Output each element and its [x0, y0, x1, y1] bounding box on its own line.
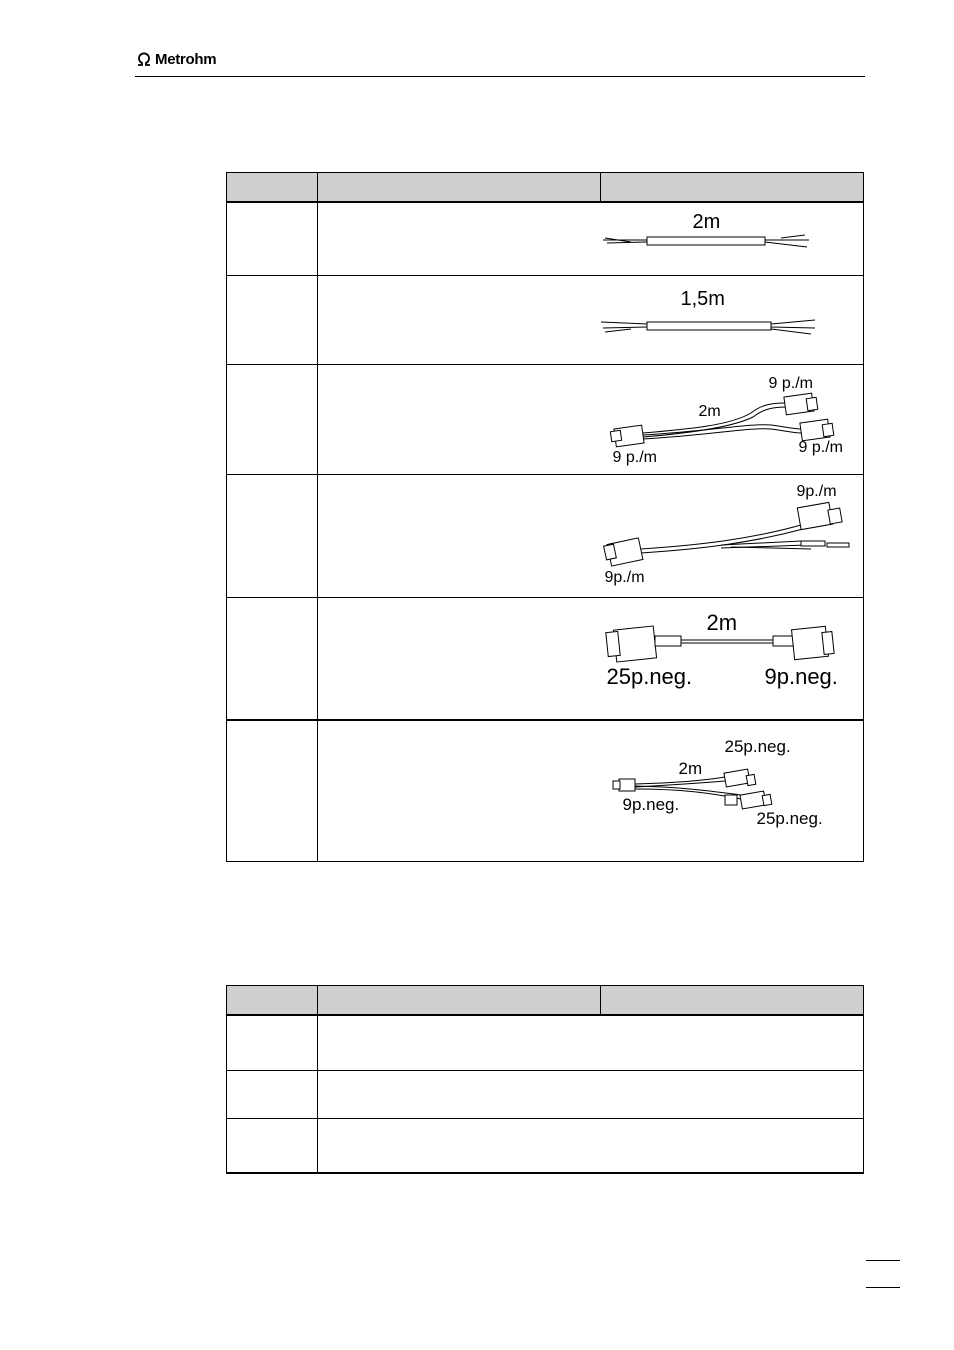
connector-label-top: 9 p./m: [768, 375, 813, 392]
connector-label-right: 9 p./m: [798, 439, 843, 456]
connector-label-left: 25p.neg.: [606, 664, 693, 689]
connector-label-left: 9p./m: [604, 569, 645, 586]
illustration-cell: [601, 475, 864, 598]
cable-9p-wires-illustration: [601, 475, 864, 597]
cable-drawing: [601, 203, 863, 275]
description-cell: [318, 1118, 864, 1173]
table-row: [227, 475, 864, 598]
connector-label-left: 9 p./m: [612, 449, 657, 466]
illustration-cell: [601, 202, 864, 276]
header-cell: [227, 986, 318, 1016]
brand-name: Metrohm: [155, 50, 217, 68]
description-cell: [318, 202, 601, 276]
connector-label-left: 9p.neg.: [622, 794, 680, 814]
cable-drawing: [601, 276, 863, 364]
illustration-cell: [601, 720, 864, 862]
table-row: [227, 720, 864, 862]
part-number-cell: [227, 1015, 318, 1070]
description-cell: [318, 1015, 864, 1070]
connector-label-top: 9p./m: [796, 483, 837, 500]
length-label: 2m: [706, 610, 738, 635]
description-cell: [318, 276, 601, 365]
connector-label-top: 25p.neg.: [724, 736, 791, 756]
cable-2m-illustration: [601, 203, 864, 275]
header-cell: [227, 173, 318, 203]
cable-1-5m-illustration: [601, 276, 864, 364]
part-number-cell: [227, 720, 318, 862]
part-number-cell: [227, 276, 318, 365]
part-number-cell: [227, 1070, 318, 1118]
table-header-row: [227, 173, 864, 203]
part-number-cell: [227, 475, 318, 598]
page-number-rule-top: [866, 1260, 900, 1261]
header-cell: [601, 173, 864, 203]
header-cell: [601, 986, 864, 1016]
y-cable-25p-illustration: [601, 721, 864, 861]
metrohm-omega-icon: [135, 50, 153, 68]
brand-logo: [135, 50, 216, 68]
page-number-rule-bottom: [866, 1287, 900, 1288]
header-divider: [135, 76, 865, 77]
description-cell: [318, 1070, 864, 1118]
connector-label-right: 9p.neg.: [764, 664, 838, 689]
illustration-cell: [601, 276, 864, 365]
header-cell: [318, 173, 601, 203]
part-number-cell: [227, 598, 318, 720]
description-cell: [318, 475, 601, 598]
length-label: 1,5m: [680, 288, 725, 310]
part-number-cell: [227, 365, 318, 475]
table-row: [227, 276, 864, 365]
part-number-cell: [227, 1118, 318, 1173]
description-cell: [318, 598, 601, 720]
table-row: [227, 202, 864, 276]
table-row: [227, 365, 864, 475]
cable-table: [226, 172, 864, 862]
length-label: 2m: [678, 758, 703, 778]
description-cell: [318, 720, 601, 862]
part-number-cell: [227, 202, 318, 276]
y-cable-9p-illustration: [601, 365, 864, 474]
illustration-cell: [601, 598, 864, 720]
connector-label-right: 25p.neg.: [756, 808, 823, 828]
table-row: [227, 598, 864, 720]
cable-25p-9p-illustration: [601, 598, 864, 718]
illustration-cell: [601, 365, 864, 475]
accessory-table: [226, 985, 864, 1174]
length-label: 2m: [692, 211, 721, 233]
page-header: [135, 50, 865, 76]
table-header-row: [227, 986, 864, 1016]
table-row: [227, 1070, 864, 1118]
header-cell: [318, 986, 601, 1016]
description-cell: [318, 365, 601, 475]
length-label: 2m: [698, 403, 721, 420]
table-row: [227, 1015, 864, 1070]
table-row: [227, 1118, 864, 1173]
